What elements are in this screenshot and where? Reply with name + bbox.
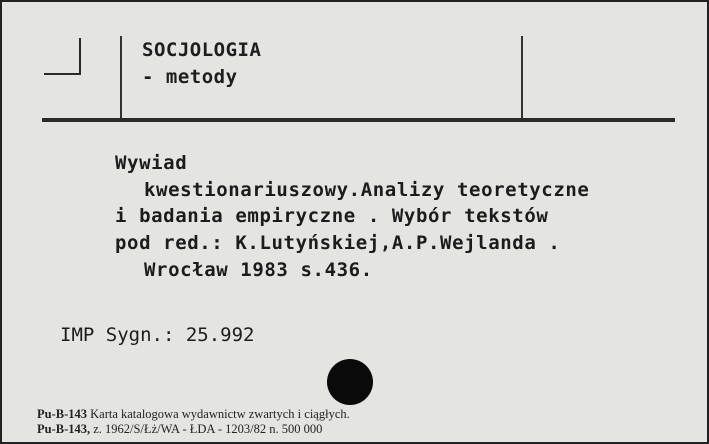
footer-line-1 (37, 407, 350, 422)
entry-line-1: Wywiad (115, 152, 188, 174)
subject-heading-line1: SOCJOLOGIA (142, 39, 262, 61)
footer-code-1: Pu-B-143 (37, 407, 87, 421)
corner-bracket-mark (42, 36, 84, 78)
header-divider-right (521, 36, 523, 118)
header-divider-left (120, 36, 122, 118)
entry-line-4: pod red.: K.Lutyńskiej,A.P.Wejlanda . (115, 232, 561, 254)
footer-code-2: Pu-B-143, (37, 422, 91, 436)
subject-heading (142, 37, 261, 91)
footer-line-2 (37, 422, 322, 437)
footer-text-1: Karta katalogowa wydawnictw zwartych i ciągłych. (90, 407, 350, 421)
call-number: IMP Sygn.: 25.992 (60, 324, 255, 346)
footer-text-2: z. 1962/S/Łż/WA - ŁDA - 1203/82 n. 500 000 (93, 422, 323, 436)
punch-hole (327, 359, 373, 405)
entry-line-3: i badania empiryczne . Wybór tekstów (115, 205, 549, 227)
header-rule (42, 118, 675, 122)
subject-heading-line2: - metody (142, 66, 238, 88)
entry-line-5: Wrocław 1983 s.436. (144, 259, 373, 281)
entry-line-2: kwestionariuszowy.Analizy teoretyczne (144, 179, 590, 201)
